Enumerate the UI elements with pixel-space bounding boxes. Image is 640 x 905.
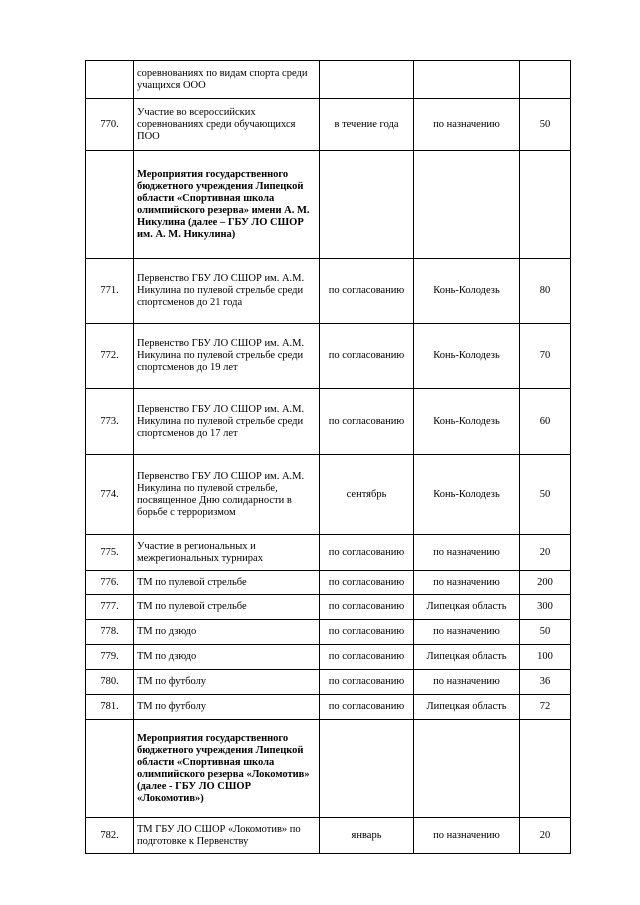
section-header-row: [86, 720, 571, 818]
event-date-cell: в течение года: [320, 99, 414, 151]
participant-count-cell: [520, 151, 571, 259]
table-row: [86, 455, 571, 535]
event-name-cell: Первенство ГБУ ЛО СШОР им. А.М. Никулина по пулевой стрельбе среди спортсменов до 17 лет: [134, 389, 320, 455]
table-row: [86, 259, 571, 324]
event-place-cell: по назначению: [414, 571, 520, 595]
event-name-cell: Первенство ГБУ ЛО СШОР им. А.М. Никулина по пулевой стрельбе среди спортсменов до 21 года: [134, 259, 320, 324]
event-place-cell: по назначению: [414, 99, 520, 151]
participant-count-cell: 36: [520, 670, 571, 695]
row-number-cell: 775.: [86, 535, 134, 571]
events-table-body: [86, 61, 571, 854]
row-number-cell: [86, 151, 134, 259]
event-date-cell: по согласованию: [320, 620, 414, 645]
event-place-cell: по назначению: [414, 670, 520, 695]
event-name-cell: ТМ по пулевой стрельбе: [134, 571, 320, 595]
table-row: [86, 99, 571, 151]
event-place-cell: Конь-Колодезь: [414, 389, 520, 455]
row-number-cell: 778.: [86, 620, 134, 645]
event-name-cell: соревнованиях по видам спорта среди учащихся ООО: [134, 61, 320, 99]
table-row: [86, 595, 571, 620]
table-row: [86, 535, 571, 571]
participant-count-cell: 80: [520, 259, 571, 324]
row-number-cell: 781.: [86, 695, 134, 720]
table-row: [86, 695, 571, 720]
participant-count-cell: 20: [520, 818, 571, 854]
row-number-cell: 770.: [86, 99, 134, 151]
participant-count-cell: 72: [520, 695, 571, 720]
participant-count-cell: 50: [520, 620, 571, 645]
participant-count-cell: 70: [520, 324, 571, 389]
event-place-cell: Липецкая область: [414, 595, 520, 620]
event-name-cell: Участие в региональных и межрегиональных турнирах: [134, 535, 320, 571]
event-place-cell: по назначению: [414, 818, 520, 854]
participant-count-cell: 300: [520, 595, 571, 620]
event-place-cell: Конь-Колодезь: [414, 455, 520, 535]
event-date-cell: по согласованию: [320, 259, 414, 324]
event-date-cell: по согласованию: [320, 571, 414, 595]
event-place-cell: [414, 61, 520, 99]
table-row: [86, 670, 571, 695]
participant-count-cell: [520, 61, 571, 99]
row-number-cell: 776.: [86, 571, 134, 595]
event-place-cell: Липецкая область: [414, 645, 520, 670]
table-row: [86, 389, 571, 455]
row-number-cell: 774.: [86, 455, 134, 535]
table-row: [86, 571, 571, 595]
row-number-cell: 780.: [86, 670, 134, 695]
event-name-cell: Мероприятия государственного бюджетного учреждения Липецкой области «Спортивная школа олимпийского резерва «Локомотив» (далее - ГБУ ЛО СШОР «Локомотив»): [134, 720, 320, 818]
table-row: [86, 818, 571, 854]
event-name-cell: Участие во всероссийских соревнованиях среди обучающихся ПОО: [134, 99, 320, 151]
event-name-cell: Первенство ГБУ ЛО СШОР им. А.М. Никулина по пулевой стрельбе, посвященное Дню солидарности в борьбе с терроризмом: [134, 455, 320, 535]
participant-count-cell: 20: [520, 535, 571, 571]
row-number-cell: 782.: [86, 818, 134, 854]
event-date-cell: [320, 720, 414, 818]
event-name-cell: ТМ по дзюдо: [134, 620, 320, 645]
event-date-cell: январь: [320, 818, 414, 854]
row-number-cell: [86, 61, 134, 99]
event-place-cell: [414, 151, 520, 259]
row-number-cell: 771.: [86, 259, 134, 324]
table-row: [86, 645, 571, 670]
event-place-cell: Конь-Колодезь: [414, 259, 520, 324]
event-date-cell: [320, 151, 414, 259]
participant-count-cell: 60: [520, 389, 571, 455]
event-date-cell: сентябрь: [320, 455, 414, 535]
event-date-cell: по согласованию: [320, 389, 414, 455]
participant-count-cell: [520, 720, 571, 818]
event-date-cell: по согласованию: [320, 695, 414, 720]
event-place-cell: [414, 720, 520, 818]
event-place-cell: Конь-Колодезь: [414, 324, 520, 389]
row-number-cell: 773.: [86, 389, 134, 455]
table-row: [86, 620, 571, 645]
event-date-cell: по согласованию: [320, 324, 414, 389]
event-place-cell: по назначению: [414, 620, 520, 645]
event-name-cell: Мероприятия государственного бюджетного учреждения Липецкой области «Спортивная школа олимпийского резерва» имени А. М. Никулина (далее – ГБУ ЛО СШОР им. А. М. Никулина): [134, 151, 320, 259]
section-header-row: [86, 151, 571, 259]
event-name-cell: ТМ по футболу: [134, 670, 320, 695]
event-date-cell: по согласованию: [320, 535, 414, 571]
table-row: [86, 324, 571, 389]
row-number-cell: 779.: [86, 645, 134, 670]
events-table: [85, 60, 571, 854]
row-number-cell: 777.: [86, 595, 134, 620]
event-name-cell: ТМ по футболу: [134, 695, 320, 720]
event-place-cell: по назначению: [414, 535, 520, 571]
row-number-cell: [86, 720, 134, 818]
row-number-cell: 772.: [86, 324, 134, 389]
event-date-cell: по согласованию: [320, 595, 414, 620]
participant-count-cell: 200: [520, 571, 571, 595]
participant-count-cell: 50: [520, 99, 571, 151]
participant-count-cell: 100: [520, 645, 571, 670]
participant-count-cell: 50: [520, 455, 571, 535]
event-date-cell: [320, 61, 414, 99]
event-name-cell: ТМ по пулевой стрельбе: [134, 595, 320, 620]
event-name-cell: ТМ ГБУ ЛО СШОР «Локомотив» по подготовке к Первенству: [134, 818, 320, 854]
event-date-cell: по согласованию: [320, 645, 414, 670]
event-place-cell: Липецкая область: [414, 695, 520, 720]
event-name-cell: Первенство ГБУ ЛО СШОР им. А.М. Никулина по пулевой стрельбе среди спортсменов до 19 лет: [134, 324, 320, 389]
event-date-cell: по согласованию: [320, 670, 414, 695]
event-name-cell: ТМ по дзюдо: [134, 645, 320, 670]
table-row: [86, 61, 571, 99]
